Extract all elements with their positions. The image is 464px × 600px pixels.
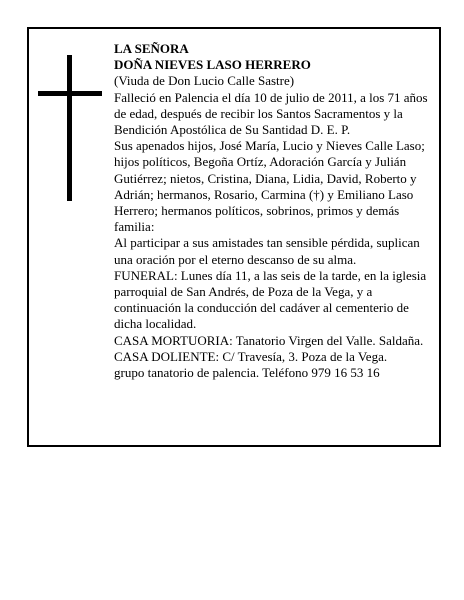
widow-note: (Viuda de Don Lucio Calle Sastre) [114, 73, 295, 89]
obituary-notice [27, 27, 441, 447]
family-list: Sus apenados hijos, José María, Lucio y Nieves Calle Laso; hijos políticos, Begoña Ortíz, Adoración García y Julián Gutiérrez; nietos, Cristina, Diana, Lidia, David, Roberto y Adrián; hermanos, Rosario, Carmina (†) y Emiliano Laso Herrero; hermanos políticos, sobrinos, primos y demás familia: [114, 138, 425, 235]
mortuary-details: CASA MORTUORIA: Tanatorio Virgen del Valle. Saldaña. [114, 332, 424, 348]
cross-vertical-bar [67, 55, 72, 201]
notice-body [114, 41, 436, 381]
funeral-home-contact: grupo tanatorio de palencia. Teléfono 979 16 53 16 [114, 365, 380, 381]
death-details: Falleció en Palencia el día 10 de julio de 2011, a los 71 años de edad, después de recibir los Santos Sacramentos y la Bendición Apostólica de Su Santidad D. E. P. [114, 89, 428, 138]
cross-horizontal-bar [38, 91, 102, 96]
prayer-request: Al participar a sus amistades tan sensible pérdida, suplican una oración por el eterno descanso de su alma. [114, 235, 420, 267]
family-home-details: CASA DOLIENTE: C/ Travesía, 3. Poza de la Vega. [114, 348, 388, 364]
notice-title: LA SEÑORA [114, 41, 189, 56]
funeral-details: FUNERAL: Lunes día 11, a las seis de la tarde, en la iglesia parroquial de San Andrés, de Poza de la Vega, y a continuación la conducción del cadáver al cementerio de dicha localidad. [114, 267, 427, 332]
deceased-name: DOÑA NIEVES LASO HERRERO [114, 57, 311, 73]
